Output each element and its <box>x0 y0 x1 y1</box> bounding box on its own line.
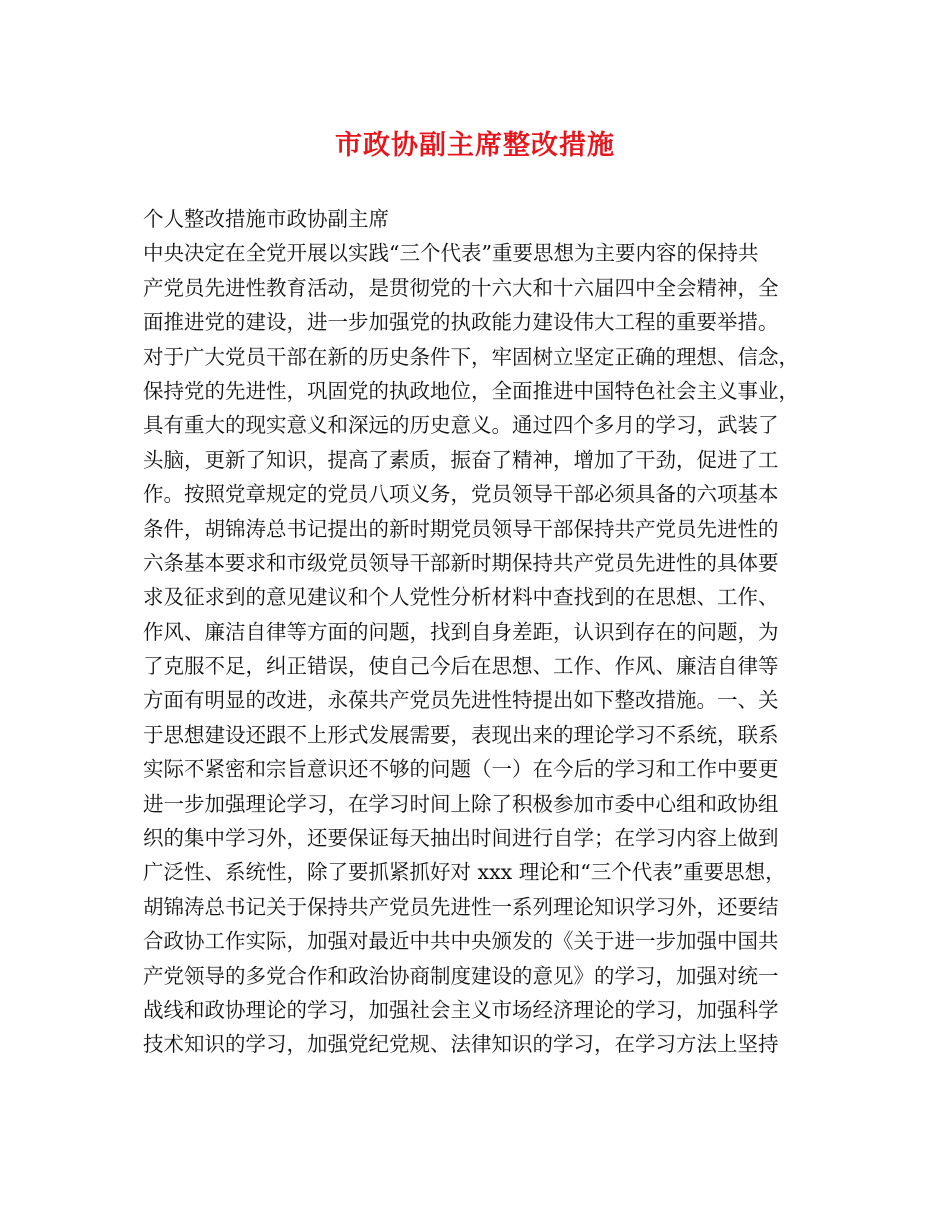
body-line: 方面有明显的改进，永葆共产党员先进性特提出如下整改措施。一、关 <box>143 688 779 713</box>
body-line: 保持党的先进性，巩固党的执政地位，全面推进中国特色社会主义事业， <box>143 378 799 403</box>
body-line: 中央决定在全党开展以实践“三个代表”重要思想为主要内容的保持共 <box>143 241 759 266</box>
body-line: 广泛性、系统性，除了要抓紧抓好对 xxx 理论和“三个代表”重要思想， <box>143 860 786 885</box>
body-line: 了克服不足，纠正错误，使自己今后在思想、工作、作风、廉洁自律等 <box>143 654 779 679</box>
body-line: 技术知识的学习，加强党纪党规、法律知识的学习，在学习方法上坚持 <box>143 1032 779 1057</box>
body-line: 作。按照党章规定的党员八项义务，党员领导干部必须具备的六项基本 <box>143 482 779 507</box>
document-title: 市政协副主席整改措施 <box>335 130 615 161</box>
body-line: 条件，胡锦涛总书记提出的新时期党员领导干部保持共产党员先进性的 <box>143 516 779 541</box>
document-body <box>143 202 823 1062</box>
body-line: 个人整改措施市政协副主席 <box>143 207 389 231</box>
body-line: 求及征求到的意见建议和个人党性分析材料中查找到的在思想、工作、 <box>143 585 779 610</box>
body-line: 战线和政协理论的学习，加强社会主义市场经济理论的学习，加强科学 <box>143 997 779 1022</box>
body-line: 实际不紧密和宗旨意识还不够的问题（一）在今后的学习和工作中要更 <box>143 757 779 782</box>
body-line: 合政协工作实际，加强对最近中共中央颁发的《关于进一步加强中国共 <box>143 929 779 954</box>
body-line: 于思想建设还跟不上形式发展需要，表现出来的理论学习不系统，联系 <box>143 722 779 747</box>
body-line: 六条基本要求和市级党员领导干部新时期保持共产党员先进性的具体要 <box>143 550 779 575</box>
body-line: 对于广大党员干部在新的历史条件下，牢固树立坚定正确的理想、信念， <box>143 344 799 369</box>
body-line: 产党领导的多党合作和政治协商制度建设的意见》的学习，加强对统一 <box>143 963 779 988</box>
body-line: 织的集中学习外，还要保证每天抽出时间进行自学；在学习内容上做到 <box>143 826 779 851</box>
body-line: 面推进党的建设，进一步加强党的执政能力建设伟大工程的重要举措。 <box>143 310 779 335</box>
body-line: 胡锦涛总书记关于保持共产党员先进性一系列理论知识学习外，还要结 <box>143 894 779 919</box>
body-line: 作风、廉洁自律等方面的问题，找到自身差距，认识到存在的问题，为 <box>143 619 779 644</box>
body-line: 头脑，更新了知识，提高了素质，振奋了精神，增加了干劲，促进了工 <box>143 447 779 472</box>
body-line: 进一步加强理论学习，在学习时间上除了积极参加市委中心组和政协组 <box>143 791 779 816</box>
body-line: 产党员先进性教育活动，是贯彻党的十六大和十六届四中全会精神，全 <box>143 275 779 300</box>
body-line: 具有重大的现实意义和深远的历史意义。通过四个多月的学习，武装了 <box>143 413 779 438</box>
